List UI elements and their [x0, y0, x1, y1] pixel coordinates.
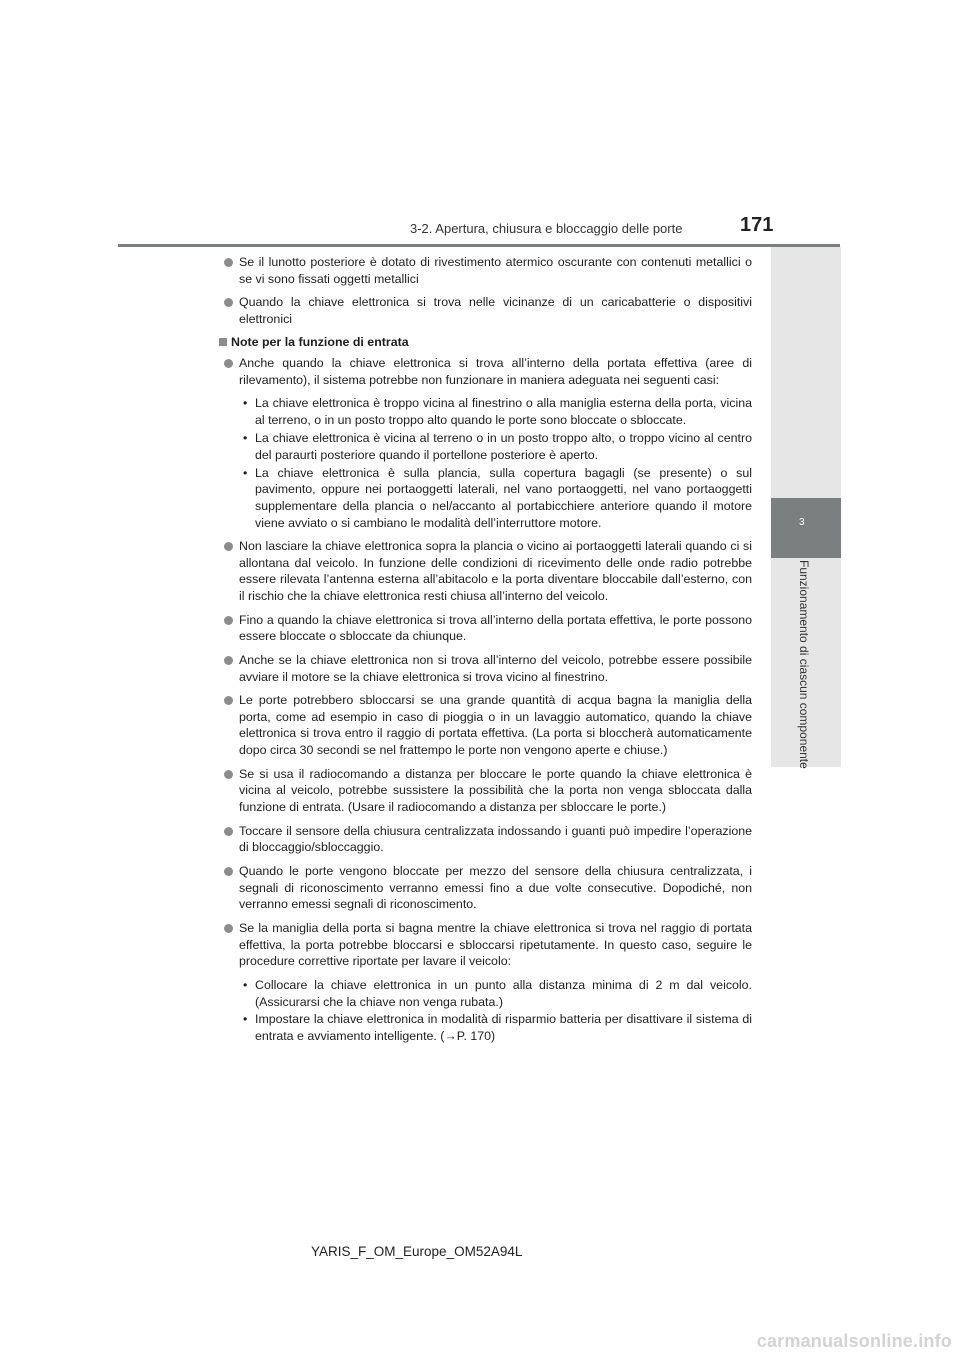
- section-heading: Note per la funzione di entrata: [219, 334, 752, 351]
- header-divider: [118, 244, 840, 247]
- sub-list: [239, 395, 752, 531]
- list-item: Anche quando la chiave elettronica si trova all’interno della portata effettiva (aree di rilevamento), il sistema potrebbe non funzionare in maniera adeguata nei seguenti casi:: [222, 355, 752, 389]
- sub-list: [239, 977, 752, 1045]
- sub-list-item: • La chiave elettronica è vicina al terreno o in un posto troppo alto, o troppo vicino al centro del paraurti posteriore quando il portellone posteriore è aperto.: [239, 430, 752, 464]
- watermark: carmanualsonline.info: [756, 1331, 952, 1351]
- main-content: [222, 254, 752, 1051]
- chapter-tab: [771, 498, 841, 558]
- list-item: Fino a quando la chiave elettronica si trova all’interno della portata effettiva, le porte possono essere bloccate o sbloccate da chiunque.: [222, 612, 752, 646]
- chapter-label: Funzionamento di ciascun componente: [797, 560, 811, 769]
- chapter-number: 3: [799, 517, 805, 528]
- list-item: Non lasciare la chiave elettronica sopra la plancia o vicino ai portaoggetti laterali quando ci si allontana dal veicolo. In funzione delle condizioni di ricevimento delle onde radio potrebbe essere rilevata l’antenna esterna all’abitacolo e la porta diventare bloccabile dall’esterno, con il rischio che la chiave elettronica resti chiusa all’interno del veicolo.: [222, 538, 752, 605]
- page-number: 171: [740, 214, 774, 236]
- sub-list-item: • Impostare la chiave elettronica in modalità di risparmio batteria per disattivare il sistema di entrata e avviamento intelligente. (→P. 170): [239, 1011, 752, 1045]
- sub-list-item: • Collocare la chiave elettronica in un punto alla distanza minima di 2 m dal veicolo. (Assicurarsi che la chiave non venga rubata.): [239, 977, 752, 1011]
- sub-list-item: • La chiave elettronica è sulla plancia, sulla copertura bagagli (se presente) o sul pavimento, oppure nei portaoggetti laterali, nel vano portaoggetti, nel vano portaoggetti supplementare della plancia o nel/accanto al portabicchiere anteriore quando il motore viene avviato o si cambiano le modalità dell’interruttore motore.: [239, 465, 752, 532]
- section-title-header: 3-2. Apertura, chiusura e bloccaggio delle porte: [410, 221, 683, 236]
- list-item: Anche se la chiave elettronica non si trova all’interno del veicolo, potrebbe essere possibile avviare il motore se la chiave elettronica si trova vicino al finestrino.: [222, 652, 752, 686]
- list-item: Quando la chiave elettronica si trova nelle vicinanze di un caricabatterie o dispositivi elettronici: [222, 294, 752, 328]
- list-item: Le porte potrebbero sbloccarsi se una grande quantità di acqua bagna la maniglia della porta, come ad esempio in caso di pioggia o in un lavaggio automatico, quando la chiave elettronica si trova entro il raggio di portata effettiva. (La porta si bloccherà automaticamente dopo circa 30 secondi se nel frattempo le porte non vengono aperte e chiuse.): [222, 692, 752, 759]
- list-item: Toccare il sensore della chiusura centralizzata indossando i guanti può impedire l’operazione di bloccaggio/sbloccaggio.: [222, 823, 752, 857]
- list-item: Se si usa il radiocomando a distanza per bloccare le porte quando la chiave elettronica è vicina al veicolo, potrebbe sussistere la possibilità che la porta non venga sbloccata dalla funzione di entrata. (Usare il radiocomando a distanza per sbloccare le porte.): [222, 766, 752, 816]
- list-item: Se la maniglia della porta si bagna mentre la chiave elettronica si trova nel raggio di portata effettiva, la porta potrebbe bloccarsi e sbloccarsi ripetutamente. In questo caso, seguire le procedure correttive riportate per lavare il veicolo:: [222, 920, 752, 970]
- document-code: YARIS_F_OM_Europe_OM52A94L: [311, 1244, 523, 1259]
- list-item: Quando le porte vengono bloccate per mezzo del sensore della chiusura centralizzata, i segnali di riconoscimento verranno emessi fino a due volte consecutive. Dopodiché, non verranno emessi segnali di riconoscimento.: [222, 863, 752, 913]
- list-item: Se il lunotto posteriore è dotato di rivestimento atermico oscurante con contenuti metallici o se vi sono fissati oggetti metallici: [222, 254, 752, 288]
- sub-list-item: • La chiave elettronica è troppo vicina al finestrino o alla maniglia esterna della porta, vicina al terreno, o in un posto troppo alto quando le porte sono bloccate o sbloccate.: [239, 395, 752, 429]
